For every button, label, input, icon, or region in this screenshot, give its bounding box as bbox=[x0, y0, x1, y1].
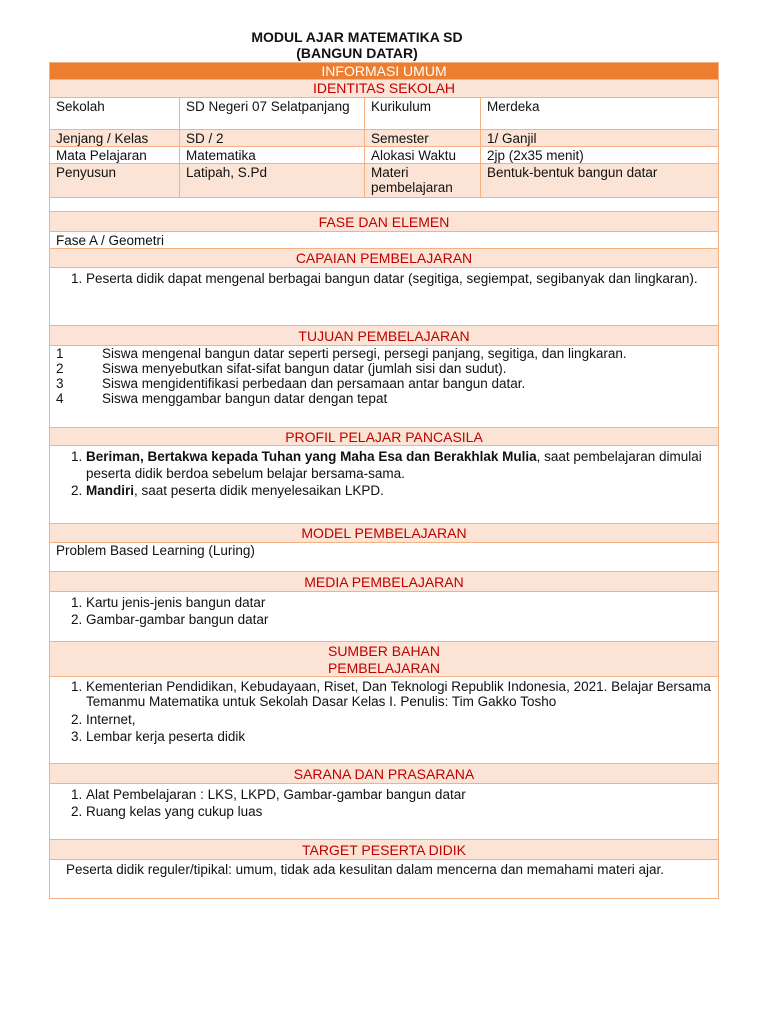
target-header: TARGET PESERTA DIDIK bbox=[50, 840, 718, 860]
label-semester: Semester bbox=[365, 130, 481, 147]
informasi-umum-header: INFORMASI UMUM bbox=[50, 63, 718, 80]
identitas-row-1 bbox=[50, 98, 718, 130]
module-table bbox=[49, 62, 719, 899]
tujuan-header: TUJUAN PEMBELAJARAN bbox=[50, 326, 718, 346]
label-kurikulum: Kurikulum bbox=[365, 98, 481, 129]
document-title bbox=[0, 29, 714, 61]
profil-header: PROFIL PELAJAR PANCASILA bbox=[50, 428, 718, 446]
sarana-header: SARANA DAN PRASARANA bbox=[50, 764, 718, 784]
list-item: 1 Siswa mengenal bangun datar seperti persegi, persegi panjang, segitiga, dan lingkaran. bbox=[56, 346, 627, 361]
sumber-body bbox=[50, 677, 718, 764]
list-item: 3. Lembar kerja peserta didik bbox=[86, 728, 712, 745]
list-item: 2. Internet, bbox=[86, 711, 712, 728]
list-item: 1. Kementerian Pendidikan, Kebudayaan, Riset, Dan Teknologi Republik Indonesia, 2021. Belajar Bersama Temanmu Matematika untuk Sekolah Dasar Kelas I. Penulis: Tim Gakko Tosho bbox=[86, 679, 712, 709]
identitas-row-4 bbox=[50, 164, 718, 198]
list-item: 2. Mandiri, saat peserta didik menyelesaikan LKPD. bbox=[86, 482, 712, 499]
list-item: 2. Ruang kelas yang cukup luas bbox=[86, 803, 712, 820]
list-item: 3 Siswa mengidentifikasi perbedaan dan persamaan antar bangun datar. bbox=[56, 376, 526, 391]
value-semester: 1/ Ganjil bbox=[487, 131, 537, 146]
spacer-row bbox=[50, 198, 718, 212]
capaian-header: CAPAIAN PEMBELAJARAN bbox=[50, 249, 718, 268]
tujuan-list bbox=[50, 346, 718, 408]
capaian-body bbox=[50, 268, 718, 326]
identitas-row-3 bbox=[50, 147, 718, 164]
profil-list bbox=[50, 446, 718, 501]
model-header: MODEL PEMBELAJARAN bbox=[50, 524, 718, 543]
list-item: 1. Alat Pembelajaran : LKS, LKPD, Gambar-gambar bangun datar bbox=[86, 786, 712, 803]
media-body bbox=[50, 592, 718, 642]
list-item: 4 Siswa menggambar bangun datar dengan tepat bbox=[56, 391, 388, 406]
sarana-body bbox=[50, 784, 718, 840]
label-alokasi-waktu: Alokasi Waktu bbox=[365, 147, 481, 164]
list-item: 1. Peserta didik dapat mengenal berbagai bangun datar (segitiga, segiempat, segibanyak dan lingkaran). bbox=[86, 270, 712, 287]
tujuan-body bbox=[50, 346, 718, 428]
value-alokasi-waktu: 2jp (2x35 menit) bbox=[487, 148, 584, 163]
value-penyusun: Latipah, S.Pd bbox=[180, 164, 365, 197]
value-mata-pelajaran: Matematika bbox=[180, 147, 365, 164]
identitas-row-2 bbox=[50, 130, 718, 147]
profil-body bbox=[50, 446, 718, 524]
list-item: 2. Gambar-gambar bangun datar bbox=[86, 611, 712, 628]
value-jenjang-kelas: SD / 2 bbox=[180, 130, 365, 147]
fase-elemen-header: FASE DAN ELEMEN bbox=[50, 212, 718, 232]
label-sekolah: Sekolah bbox=[50, 98, 180, 129]
identitas-sekolah-header: IDENTITAS SEKOLAH bbox=[50, 80, 718, 98]
title-line-2: (BANGUN DATAR) bbox=[296, 45, 418, 61]
model-text: Problem Based Learning (Luring) bbox=[50, 543, 718, 572]
sarana-list bbox=[50, 784, 718, 822]
capaian-list bbox=[50, 268, 718, 289]
value-materi: Bentuk-bentuk bangun datar bbox=[487, 165, 658, 180]
value-sekolah: SD Negeri 07 Selatpanjang bbox=[180, 98, 365, 129]
fase-elemen-text: Fase A / Geometri bbox=[50, 232, 718, 249]
media-list bbox=[50, 592, 718, 630]
title-line-1: MODUL AJAR MATEMATIKA SD bbox=[251, 29, 463, 45]
sumber-list bbox=[50, 677, 718, 747]
media-header: MEDIA PEMBELAJARAN bbox=[50, 572, 718, 592]
list-item: 2 Siswa menyebutkan sifat-sifat bangun datar (jumlah sisi dan sudut). bbox=[56, 361, 507, 376]
list-item: 1. Beriman, Bertakwa kepada Tuhan yang Maha Esa dan Berakhlak Mulia, saat pembelajaran dimulai peserta didik berdoa sebelum belajar bersama-sama. bbox=[86, 448, 712, 482]
value-kurikulum: Merdeka bbox=[487, 99, 540, 114]
label-mata-pelajaran: Mata Pelajaran bbox=[50, 147, 180, 164]
list-item: 1. Kartu jenis-jenis bangun datar bbox=[86, 594, 712, 611]
label-jenjang-kelas: Jenjang / Kelas bbox=[50, 130, 180, 147]
target-text: Peserta didik reguler/tipikal: umum, tidak ada kesulitan dalam mencerna dan memahami materi ajar. bbox=[66, 862, 665, 877]
label-materi: Materi pembelajaran bbox=[365, 164, 481, 197]
label-penyusun: Penyusun bbox=[50, 164, 180, 197]
sumber-header: SUMBER BAHAN PEMBELAJARAN bbox=[50, 642, 718, 677]
